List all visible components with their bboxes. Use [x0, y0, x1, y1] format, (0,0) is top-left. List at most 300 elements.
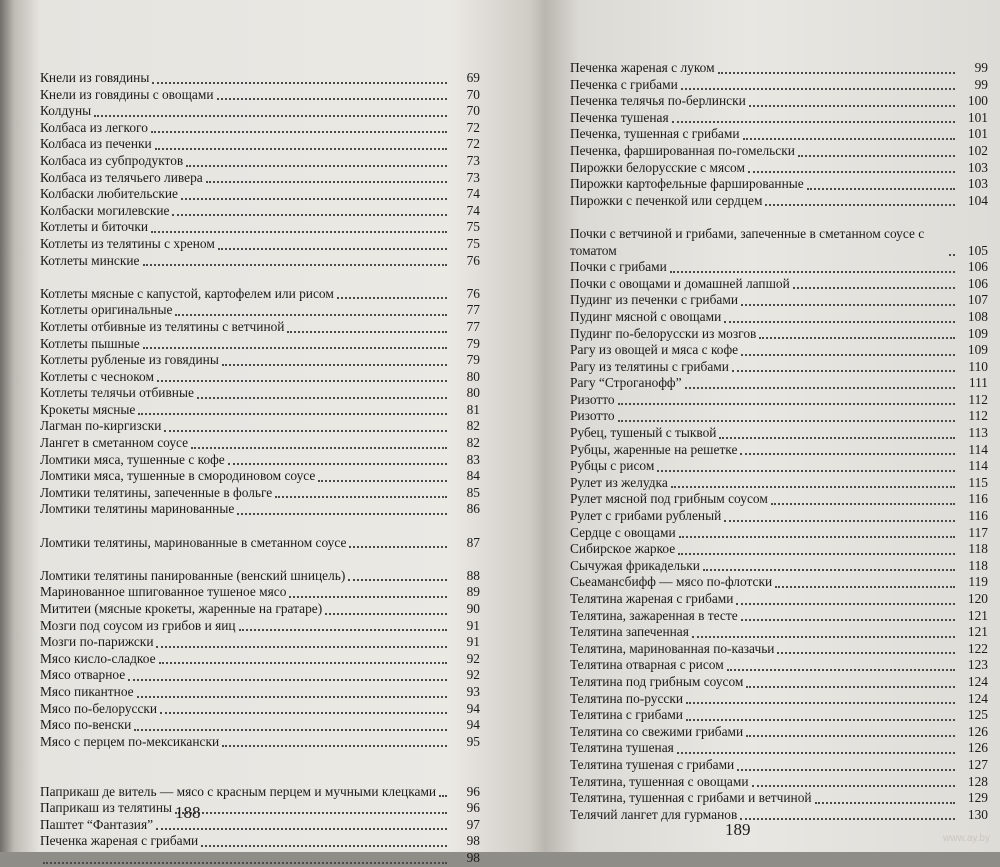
- toc-entry-title: Печенка жареная с грибами: [40, 833, 199, 849]
- dot-leader: [686, 719, 955, 721]
- toc-entry: [570, 375, 988, 392]
- dot-leader: [137, 696, 447, 698]
- toc-entry-page: 76: [466, 252, 480, 268]
- toc-entry: [40, 468, 480, 485]
- toc-entry: [40, 336, 480, 353]
- dot-leader: [737, 769, 955, 771]
- dot-leader: [151, 131, 447, 133]
- toc-entry-page: 118: [968, 557, 988, 573]
- dot-leader: [222, 364, 447, 366]
- toc-entry-page: 103: [967, 159, 988, 175]
- dot-leader: [318, 480, 447, 482]
- dot-leader: [657, 470, 955, 472]
- dot-leader: [206, 181, 447, 183]
- toc-entry-page: 121: [967, 624, 988, 640]
- dot-leader: [156, 646, 447, 648]
- toc-entry-title: Мясо по-белорусски: [40, 700, 158, 716]
- dot-leader: [325, 613, 447, 615]
- dot-leader: [175, 812, 447, 814]
- toc-entry: [570, 93, 988, 110]
- toc-entry: [40, 634, 480, 651]
- toc-entry: [40, 418, 480, 435]
- toc-entry: [570, 558, 988, 575]
- toc-entry: [570, 740, 988, 757]
- toc-entry-title: Телятина запеченная: [570, 624, 689, 640]
- toc-entry-page: 82: [466, 435, 480, 451]
- dot-leader: [155, 148, 447, 150]
- toc-entry: [40, 186, 480, 203]
- toc-entry-title: Крокеты мясные: [40, 401, 136, 417]
- dot-leader: [798, 155, 955, 157]
- toc-entry: [570, 309, 988, 326]
- toc-entry-page: 85: [466, 484, 480, 500]
- toc-entry-title: Телятина, тушенная с овощами: [570, 773, 749, 789]
- toc-entry-title: Печенка телячья по-берлински: [570, 93, 746, 109]
- toc-entry-title: Пирожки картофельные фаршированные: [570, 176, 804, 192]
- dot-leader: [771, 503, 955, 505]
- toc-entry-page: 88: [466, 567, 480, 583]
- toc-entry: [570, 176, 988, 193]
- toc-entry-title: Печенка с грибами: [570, 76, 678, 92]
- toc-entry-title: Мясо кисло-сладкое: [40, 650, 156, 666]
- dot-leader: [143, 347, 447, 349]
- toc-entry-page: 116: [968, 508, 988, 524]
- toc-entry-page: 79: [466, 335, 480, 351]
- toc-entry-title: Почки с овощами и домашней лапшой: [570, 275, 790, 291]
- toc-entry-page: 109: [967, 342, 988, 358]
- toc-entry-title: Мясо пикантное: [40, 683, 134, 699]
- toc-entry: [40, 352, 480, 369]
- toc-entry: [570, 691, 988, 708]
- dot-leader: [191, 447, 447, 449]
- toc-entry-title: Мозги под соусом из грибов и яиц: [40, 617, 236, 633]
- toc-entry-page: 80: [466, 385, 480, 401]
- toc-entry-page: 103: [967, 176, 988, 192]
- toc-entry-page: 116: [968, 491, 988, 507]
- toc-entry: [570, 674, 988, 691]
- dot-leader: [718, 72, 955, 74]
- dot-leader: [679, 536, 955, 538]
- toc-entry-title: Печенка, фаршированная по-гомельски: [570, 142, 795, 158]
- toc-entry-title: Рулет мясной под грибным соусом: [570, 491, 768, 507]
- toc-entry: [570, 425, 988, 442]
- dot-leader: [692, 636, 955, 638]
- dot-leader: [703, 569, 955, 571]
- toc-entry: [40, 87, 480, 104]
- dot-leader: [348, 579, 447, 581]
- toc-entry: [570, 292, 988, 309]
- toc-entry-page: 83: [466, 451, 480, 467]
- toc-entry-page: 69: [466, 70, 480, 85]
- toc-entry-page: 73: [466, 152, 480, 168]
- toc-entry-page: 108: [967, 308, 988, 324]
- dot-leader: [337, 297, 447, 299]
- toc-entry-title: Телятина со свежими грибами: [570, 723, 744, 739]
- dot-leader: [275, 496, 447, 498]
- toc-entry-title: Колбаса из телячьего ливера: [40, 169, 203, 185]
- toc-entry: [570, 641, 988, 658]
- dot-leader: [672, 121, 955, 123]
- toc-entry-page: 128: [967, 773, 988, 789]
- toc-entry: [40, 170, 480, 187]
- dot-leader: [686, 702, 955, 704]
- toc-entry: [40, 219, 480, 236]
- toc-entry-page: 126: [967, 740, 988, 756]
- toc-entry-page: 112: [968, 408, 988, 424]
- toc-entry-page: 73: [466, 169, 480, 185]
- toc-entry-page: 76: [466, 285, 480, 301]
- toc-entry: [40, 518, 480, 551]
- toc-entry-page: 100: [967, 93, 988, 109]
- toc-entry-page: 109: [967, 325, 988, 341]
- toc-entry: [40, 817, 480, 834]
- toc-entry: [40, 618, 480, 635]
- toc-entry-title: Почки с грибами: [570, 259, 667, 275]
- toc-entry: [570, 757, 988, 774]
- toc-entry: [570, 790, 988, 807]
- toc-entry: [40, 236, 480, 253]
- toc-entry-title: Ризотто: [570, 391, 615, 407]
- toc-entry-page: 126: [967, 723, 988, 739]
- toc-entry-page: 124: [967, 673, 988, 689]
- dot-leader: [736, 603, 955, 605]
- toc-entry-page: 74: [466, 202, 480, 218]
- dot-leader: [815, 802, 955, 804]
- toc-entry-page: 84: [466, 468, 480, 484]
- toc-entry: [570, 624, 988, 641]
- toc-entry-page: 86: [466, 501, 480, 517]
- toc-entry-title: Печенка жареная с луком: [570, 60, 715, 75]
- dot-leader: [670, 271, 955, 273]
- toc-entry-title: Колбаса из субпродуктов: [40, 152, 184, 168]
- dot-leader: [765, 204, 955, 206]
- toc-entry-title: Пудинг из печенки с грибами: [570, 292, 738, 308]
- toc-entry-page: 81: [466, 401, 480, 417]
- toc-entry: [570, 707, 988, 724]
- toc-entry-page: 114: [968, 458, 988, 474]
- dot-leader: [151, 231, 447, 233]
- toc-entry-page: 75: [466, 235, 480, 251]
- dot-leader: [128, 679, 447, 681]
- toc-entry-title: Сердце с овощами: [570, 524, 676, 540]
- toc-entry-page: 75: [466, 219, 480, 235]
- toc-entry: [570, 193, 988, 210]
- toc-entry-title: Маринованное шпигованное тушеное мясо: [40, 584, 287, 600]
- toc-entry-title: Кнели из говядины с овощами: [40, 86, 214, 102]
- dot-leader: [134, 729, 447, 731]
- toc-entry-page: 105: [967, 242, 988, 258]
- dot-leader: [157, 380, 447, 382]
- toc-entry-page: 72: [466, 136, 480, 152]
- toc-entry-title: Рагу из овощей и мяса с кофе: [570, 342, 739, 358]
- dot-leader: [287, 331, 447, 333]
- dot-leader: [752, 785, 956, 787]
- toc-entry-title: Котлеты из телятины с хреном: [40, 235, 215, 251]
- toc-entry-title: Паприкаш де витель — мясо с красным перцем и мучными клецками: [40, 783, 437, 799]
- toc-entry: [570, 574, 988, 591]
- toc-entry-title: Рубцы, жаренные на решетке: [570, 441, 738, 457]
- toc-entry-page: 118: [968, 541, 988, 557]
- toc-entry-page: 122: [967, 640, 988, 656]
- toc-entry: [40, 601, 480, 618]
- toc-entry-page: 98: [466, 833, 480, 849]
- toc-entry: [40, 153, 480, 170]
- toc-entry-page: 106: [967, 259, 988, 275]
- toc-entry-page: 70: [466, 86, 480, 102]
- toc-entry: [40, 302, 480, 319]
- toc-entry: [40, 584, 480, 601]
- toc-entry-title: Ломтики телятины, запеченные в фольге: [40, 484, 273, 500]
- toc-entry: [570, 491, 988, 508]
- toc-entry-page: 113: [968, 425, 988, 441]
- toc-entry: [40, 203, 480, 220]
- toc-entry-title: Ломтики мяса, тушенные с кофе: [40, 451, 225, 467]
- dot-leader: [719, 437, 955, 439]
- toc-entry-title: Паприкаш из телятины: [40, 800, 172, 816]
- toc-entry-page: 95: [466, 733, 480, 749]
- toc-entry: [40, 452, 480, 469]
- right-table-of-contents: [570, 60, 988, 823]
- toc-entry-title: Рулет с грибами рубленый: [570, 508, 722, 524]
- toc-entry-page: 77: [466, 302, 480, 318]
- toc-entry-title: Сибирское жаркое: [570, 541, 676, 557]
- toc-entry-title: Паштет “Фантазия”: [40, 816, 154, 832]
- toc-entry: [40, 319, 480, 336]
- dot-leader: [677, 752, 955, 754]
- toc-entry-title: Телятина с грибами: [570, 707, 683, 723]
- toc-entry-title: Котлеты пышные: [40, 335, 140, 351]
- dot-leader: [618, 420, 955, 422]
- toc-entry-page: 91: [466, 634, 480, 650]
- toc-entry-title: Котлеты рубленые из говядины: [40, 352, 219, 368]
- toc-entry-title: Котлеты и биточки: [40, 219, 149, 235]
- toc-entry-title: Ломтики мяса, тушенные в смородиновом соусе: [40, 468, 316, 484]
- toc-entry: [570, 442, 988, 459]
- dot-leader: [746, 735, 955, 737]
- toc-entry: [570, 392, 988, 409]
- dot-leader: [746, 686, 955, 688]
- toc-entry-page: 125: [967, 707, 988, 723]
- dot-leader: [181, 198, 447, 200]
- toc-entry-title: Мозги по-парижски: [40, 634, 154, 650]
- toc-entry-title: Ризотто: [570, 408, 615, 424]
- toc-entry: [40, 734, 480, 751]
- left-page-number: 188: [175, 803, 201, 822]
- dot-leader: [775, 586, 955, 588]
- dot-leader: [749, 105, 955, 107]
- toc-entry-title: Лагман по-киргизски: [40, 418, 162, 434]
- toc-entry-title: Телятина тушеная: [570, 740, 674, 756]
- toc-entry: [40, 385, 480, 402]
- toc-entry: [570, 475, 988, 492]
- toc-entry: [570, 342, 988, 359]
- toc-entry: [40, 103, 480, 120]
- toc-entry-page: 96: [466, 783, 480, 799]
- toc-entry-title: Телячий лангет для гурманов: [570, 806, 738, 822]
- toc-entry-page: 93: [466, 683, 480, 699]
- dot-leader: [618, 403, 955, 405]
- toc-entry: [40, 253, 480, 270]
- toc-entry-page: 114: [968, 441, 988, 457]
- toc-entry: [40, 717, 480, 734]
- toc-entry-page: 99: [974, 60, 988, 75]
- toc-entry-page: 77: [466, 318, 480, 334]
- dot-leader: [748, 171, 955, 173]
- toc-entry: [570, 608, 988, 625]
- dot-leader: [197, 397, 447, 399]
- toc-entry: [40, 684, 480, 701]
- toc-entry: [40, 435, 480, 452]
- toc-entry: [570, 458, 988, 475]
- toc-entry-page: 107: [967, 292, 988, 308]
- toc-entry-page: 104: [967, 192, 988, 208]
- toc-entry-title: Печенка тушеная: [570, 109, 669, 125]
- toc-entry-page: 94: [466, 717, 480, 733]
- dot-leader: [439, 795, 447, 797]
- toc-entry-title: Телятина по-русски: [570, 690, 684, 706]
- toc-entry: [570, 724, 988, 741]
- toc-entry-title: Телятина, зажаренная в тесте: [570, 607, 738, 623]
- dot-leader: [175, 314, 447, 316]
- toc-entry-title: Ломтики телятины, маринованные в сметанном соусе: [40, 534, 347, 550]
- left-table-of-contents: [40, 70, 480, 867]
- toc-entry-page: 94: [466, 700, 480, 716]
- dot-leader: [239, 629, 447, 631]
- toc-entry-title: Котлеты телячьи отбивные: [40, 385, 194, 401]
- dot-leader: [743, 138, 955, 140]
- dot-leader: [143, 264, 448, 266]
- toc-entry-page: 87: [466, 534, 480, 550]
- toc-entry-page: 124: [967, 690, 988, 706]
- toc-entry-page: 121: [967, 607, 988, 623]
- toc-entry: [40, 850, 480, 867]
- toc-entry-title: Телятина жареная с грибами: [570, 591, 734, 607]
- dot-leader: [164, 430, 447, 432]
- toc-entry: [570, 359, 988, 376]
- toc-entry-title: Колбаски любительские: [40, 186, 178, 202]
- toc-entry-page: 97: [466, 816, 480, 832]
- toc-entry-page: 111: [968, 375, 988, 391]
- toc-entry-title: Котлеты с чесноком: [40, 368, 154, 384]
- toc-entry-page: 74: [466, 186, 480, 202]
- toc-entry: [570, 525, 988, 542]
- toc-entry: [570, 110, 988, 127]
- toc-entry: [40, 701, 480, 718]
- toc-entry-page: 101: [967, 109, 988, 125]
- toc-entry: [40, 800, 480, 817]
- dot-leader: [727, 669, 955, 671]
- toc-entry-page: 117: [968, 524, 988, 540]
- toc-entry-page: 106: [967, 275, 988, 291]
- dot-leader: [681, 88, 955, 90]
- toc-entry: [570, 326, 988, 343]
- toc-entry: [570, 276, 988, 293]
- dot-leader: [741, 619, 955, 621]
- toc-entry-page: 72: [466, 119, 480, 135]
- dot-leader: [724, 321, 955, 323]
- dot-leader: [741, 304, 955, 306]
- dot-leader: [201, 845, 447, 847]
- toc-entry: [40, 120, 480, 137]
- toc-entry: [570, 77, 988, 94]
- dot-leader: [740, 818, 955, 820]
- toc-entry-title: Рулет из желудка: [570, 474, 668, 490]
- dot-leader: [671, 486, 955, 488]
- toc-entry: [570, 591, 988, 608]
- toc-entry-title: Колбаски могилевские: [40, 202, 170, 218]
- dot-leader: [156, 828, 447, 830]
- right-page-number: 189: [725, 820, 751, 839]
- toc-entry: [40, 402, 480, 419]
- toc-entry-page: 92: [466, 667, 480, 683]
- watermark: www.ay.by: [942, 833, 990, 844]
- toc-entry-page: 129: [967, 790, 988, 806]
- toc-entry-page: 98: [466, 849, 480, 865]
- dot-leader: [160, 712, 447, 714]
- toc-entry-page: 130: [967, 806, 988, 822]
- toc-entry-page: 110: [968, 358, 988, 374]
- toc-entry-page: 123: [967, 657, 988, 673]
- toc-entry: [570, 160, 988, 177]
- toc-entry-title: Колбаса из печенки: [40, 136, 152, 152]
- toc-entry-page: 82: [466, 418, 480, 434]
- toc-entry-title: Мититеи (мясные крокеты, жаренные на гратаре): [40, 601, 323, 616]
- dot-leader: [138, 413, 447, 415]
- toc-entry-title: Кнели из говядины: [40, 70, 150, 85]
- toc-entry: [570, 60, 988, 77]
- toc-entry-page: 90: [466, 601, 480, 616]
- toc-entry: [570, 774, 988, 791]
- toc-entry-page: 112: [968, 391, 988, 407]
- toc-entry-title: Пирожки белорусские с мясом: [570, 159, 745, 175]
- toc-entry: [570, 807, 988, 824]
- toc-entry-title: Рагу из телятины с грибами: [570, 358, 729, 374]
- toc-entry-title: Рубец, тушеный с тыквой: [570, 425, 717, 441]
- toc-entry: [40, 136, 480, 153]
- dot-leader: [949, 254, 955, 256]
- dot-leader: [43, 862, 447, 864]
- toc-entry-title: Ломтики телятины панированные (венский шницель): [40, 567, 346, 583]
- toc-entry-title: Котлеты отбивные из телятины с ветчиной: [40, 318, 285, 334]
- toc-entry-page: 101: [967, 126, 988, 142]
- toc-entry-page: 70: [466, 103, 480, 119]
- dot-leader: [94, 115, 447, 117]
- toc-entry-page: 115: [968, 474, 988, 490]
- toc-entry-title: Телятина отварная с рисом: [570, 657, 724, 673]
- dot-leader: [685, 387, 955, 389]
- toc-entry-title: Котлеты оригинальные: [40, 302, 173, 318]
- toc-entry: [40, 70, 480, 87]
- toc-entry: [40, 501, 480, 518]
- toc-entry-title: Пирожки с печенкой или сердцем: [570, 192, 763, 208]
- dot-leader: [218, 248, 447, 250]
- toc-entry-title: Сьеамансбифф — мясо по-флотски: [570, 574, 773, 590]
- dot-leader: [793, 287, 955, 289]
- dot-leader: [777, 652, 955, 654]
- toc-entry-title: Ломтики телятины маринованные: [40, 501, 235, 517]
- dot-leader: [186, 165, 447, 167]
- toc-entry: [570, 126, 988, 143]
- toc-entry: [570, 209, 988, 259]
- toc-entry-title: Пудинг по-белорусски из мозгов: [570, 325, 757, 341]
- dot-leader: [759, 337, 955, 339]
- toc-entry: [40, 750, 480, 800]
- toc-entry-title: Мясо отварное: [40, 667, 126, 683]
- dot-leader: [807, 188, 955, 190]
- toc-entry-page: 119: [968, 574, 988, 590]
- toc-entry: [40, 369, 480, 386]
- toc-entry: [570, 508, 988, 525]
